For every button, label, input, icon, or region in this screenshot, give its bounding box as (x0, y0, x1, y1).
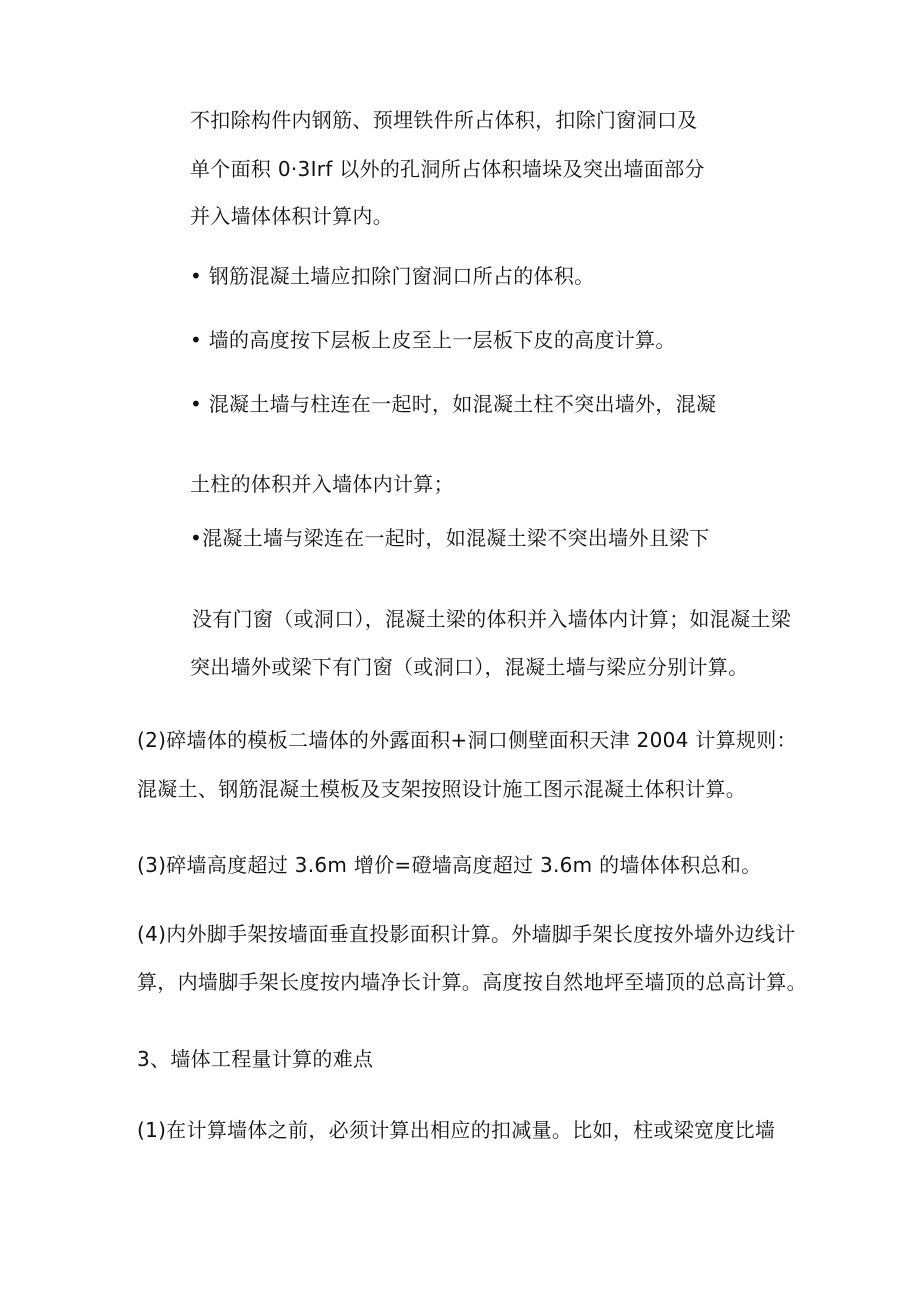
paragraph-4-line-1: (4)内外脚手架按墙面垂直投影面积计算。外墙脚手架长度按外墙外边线计 (137, 922, 796, 946)
text-line-3: 并入墙体体积计算内。 (190, 204, 393, 228)
paragraph-2-line-2: 混凝土、钢筋混凝土模板及支架按照设计施工图示混凝土体积计算。 (137, 777, 746, 801)
bullet-item-4: •混凝土墙与梁连在一起时，如混凝土梁不突出墙外且梁下 (190, 526, 710, 550)
bullet-item-3: • 混凝土墙与柱连在一起时，如混凝土柱不突出墙外，混凝 (190, 392, 717, 416)
paragraph-4-line-2: 算，内墙脚手架长度按内墙净长计算。高度按自然地坪至墙顶的总高计算。 (137, 970, 807, 994)
bullet-item-2: • 墙的高度按下层板上皮至上一层板下皮的高度计算。 (190, 328, 676, 352)
text-line-9: 没有门窗（或洞口），混凝土梁的体积并入墙体内计算；如混凝土梁 (192, 607, 791, 631)
text-line-1: 不扣除构件内钢筋、预埋铁件所占体积，扣除门窗洞口及 (190, 108, 698, 132)
text-line-10: 突出墙外或梁下有门窗（或洞口），混凝土墙与梁应分别计算。 (190, 655, 749, 679)
paragraph-5-line-1: (1)在计算墙体之前，必须计算出相应的扣减量。比如，柱或梁宽度比墙 (137, 1118, 776, 1142)
text-line-2: 单个面积 0·3Irf 以外的孔洞所占体积墙垛及突出墙面部分 (190, 157, 705, 181)
paragraph-3-line-1: (3)碎墙高度超过 3.6m 增价=磴墙高度超过 3.6m 的墙体体积总和。 (137, 853, 762, 877)
section-heading: 3、墙体工程量计算的难点 (137, 1047, 374, 1071)
bullet-item-1: • 钢筋混凝土墙应扣除门窗洞口所占的体积。 (190, 264, 595, 288)
paragraph-2-line-1: (2)碎墙体的模板二墙体的外露面积+洞口侧壁面积天津 2004 计算规则： (137, 728, 797, 752)
text-line-7: 土柱的体积并入墙体内计算； (190, 472, 454, 496)
